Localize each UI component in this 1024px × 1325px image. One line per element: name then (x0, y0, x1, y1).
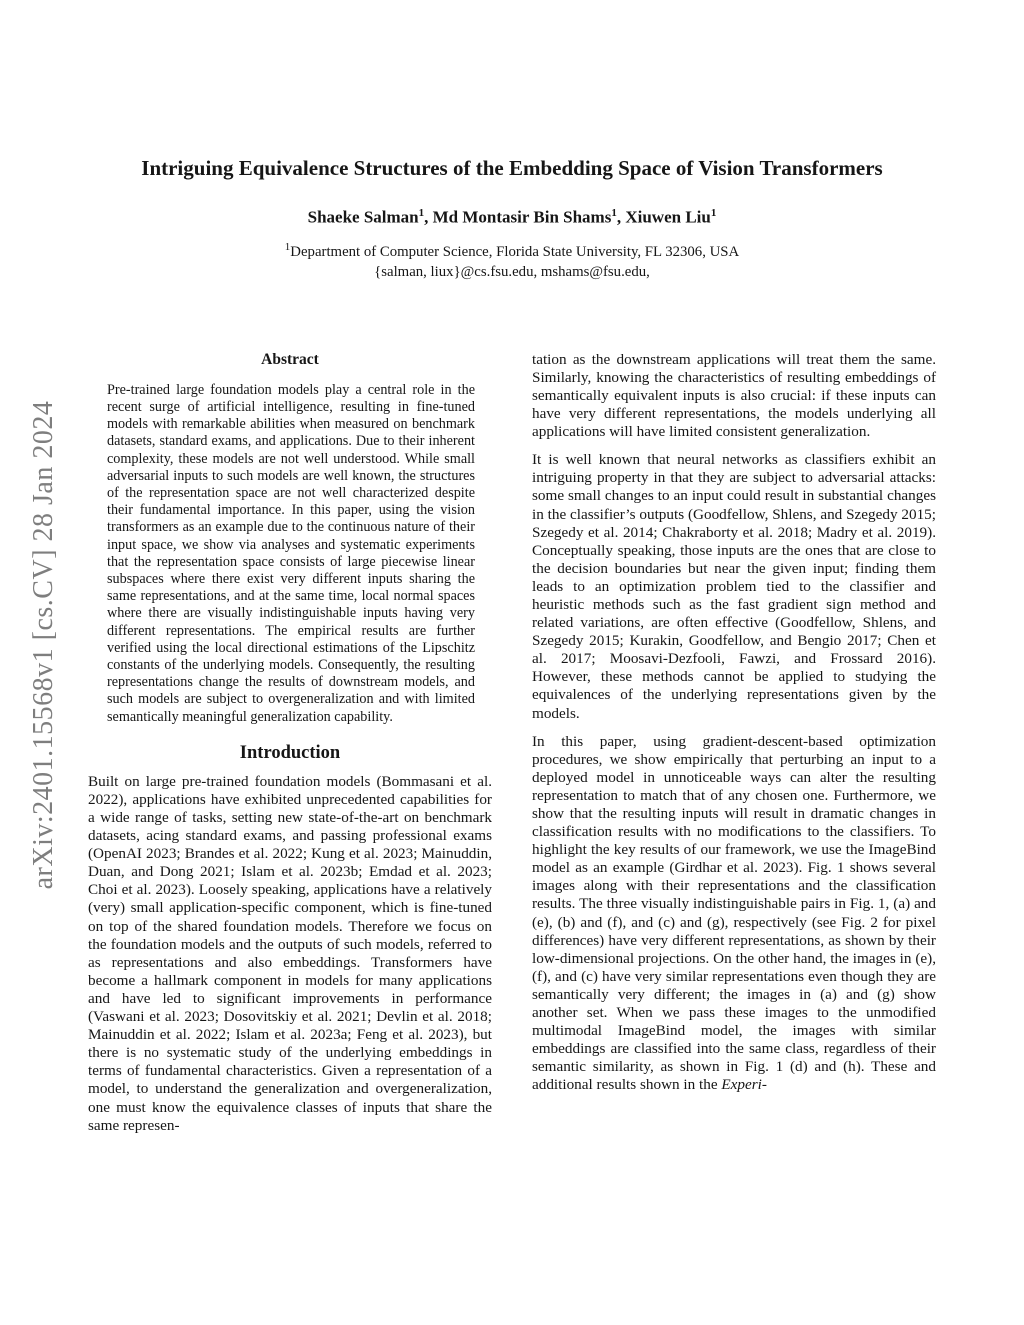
affiliation-text: Department of Computer Science, Florida State University, FL 32306, USA (290, 243, 740, 260)
paragraph-text: It is well known that neural networks as classifiers exhibit an intriguing property in that they are subject to adversarial attacks: some small changes to an input could result in substantial changes in the classifier’s outputs (Goodfellow, Shlens, and Szegedy 2015; Szegedy et al. 2014; Chakraborty et al. 2018; Madry et al. 2019). Conceptually speaking, those inputs are the ones that are close to the decision boundaries but near the given input; finding them leads to an optimization problem tied to the classifier and heuristic methods such as the fast gradient sign method and related variations, are often effective (Goodfellow, Shlens, and Szegedy 2015; Kurakin, Goodfellow, and Bengio 2017; Chen et al. 2017; Moosavi-Dezfooli, Fawzi, and Frossard 2016). However, these methods cannot be applied to studying the equivalences of the underlying representations given by the models. (532, 451, 936, 722)
body-paragraph (532, 733, 936, 1095)
author-line (0, 207, 1024, 228)
introduction-heading: Introduction (239, 742, 341, 763)
author-separator: , (424, 207, 433, 227)
affiliation-line (0, 241, 1024, 261)
email-line: {salman, liux}@cs.fsu.edu, mshams@fsu.edu, (374, 263, 650, 280)
introduction-paragraph: Built on large pre-trained foundation models (Bommasani et al. 2022), applications have exhibited unprecedented capabilities for a wide range of tasks, setting new state-of-the-art on benchmark datasets, acing standard exams, and passing professional exams (OpenAI 2023; Brandes et al. 2022; Kung et al. 2023; Mainuddin, Duan, and Dong 2021; Islam et al. 2023b; Emdad et al. 2023; Choi et al. 2023). Loosely speaking, applications have a relatively (very) small application-specific component, which is fine-tuned on top of the shared foundation models. Therefore we focus on the foundation models and the outputs of such models, referred to as representations and also embeddings. Transformers have become a hallmark component in models for many applications and have led to significant improvements in performance (Vaswani et al. 2023; Dosovitskiy et al. 2021; Devlin et al. 2018; Mainuddin et al. 2022; Islam et al. 2023a; Feng et al. 2023), but there is no systematic study of the underlying embeddings in terms of fundamental characteristics. Given a representation of a model, to understand the generalization and overgeneralization, one must know the equivalence classes of inputs that share the same represen- (88, 772, 492, 1134)
body-paragraph (532, 451, 936, 722)
paragraph-italic-suffix: Experi- (721, 1076, 767, 1094)
author-name: Md Montasir Bin Shams (432, 207, 612, 227)
right-column (532, 351, 936, 1135)
two-column-body (0, 351, 1024, 1135)
left-column (88, 351, 492, 1135)
arxiv-watermark: arXiv:2401.15568v1 [cs.CV] 28 Jan 2024 (28, 400, 59, 890)
author-affil-mark: 1 (418, 207, 425, 220)
author-name: Xiuwen Liu (625, 207, 711, 227)
abstract-paragraph: Pre-trained large foundation models play a central role in the recent surge of artificial intelligence, resulting in fine-tuned models with remarkable abilities when measured on benchmark datasets, standard exams, and applications. Due to their inherent complexity, these models are not well understood. While small adversarial inputs to such models are well known, the structures of the representation space are not well characterized despite their fundamental importance. In this paper, using the vision transformers as an example due to the continuous nature of their input space, we show via analyses and systematic experiments that the representation space consists of large piecewise linear subspaces where there exist very different inputs sharing the same representations, and at the same time, local normal spaces where there are visually indistinguishable inputs having very different representations. The empirical results are further verified using the local directional estimations of the Lipschitz constants of the underlying models. Consequently, the resulting representations change the results of downstream models, and such models are subject to overgeneralization and with limited semantically meaningful generalization capability. (107, 381, 475, 725)
author-affil-mark: 1 (611, 207, 617, 220)
author-affil-mark: 1 (710, 207, 717, 220)
paragraph-text: tation as the downstream applications will treat them the same. Similarly, knowing the characteristics of resulting embeddings of semantically equivalent inputs is also crucial: if these inputs can have very different representations, the models underlying all applications will have limited consistent generalization. (532, 350, 936, 441)
affiliation-mark: 1 (284, 240, 291, 253)
paper-header (0, 0, 1024, 281)
author-separator: , (616, 207, 626, 227)
abstract-heading: Abstract (261, 350, 319, 368)
author-name: Shaeke Salman (307, 207, 419, 227)
paper-title: Intriguing Equivalence Structures of the Embedding Space of Vision Transformers (141, 156, 883, 180)
paragraph-text: In this paper, using gradient-descent-based optimization procedures, we show empirically that perturbing an input to a deployed model in unnoticeable ways can alter the resulting representation to match that of any chosen one. Furthermore, we show that the resulting inputs will result in dramatic changes in classification results with no modifications to the classifiers. To highlight the key results of our framework, we use the ImageBind model as an example (Girdhar et al. 2023). Fig. 1 shows several images along with their representations and the classification results. The three visually indistinguishable pairs in Fig. 1, (a) and (e), (b) and (f), and (c) and (g), respectively (see Fig. 2 for pixel differences) have very different representations, as shown by their low-dimensional projections. On the other hand, the images in (e), (f), and (c) have very similar representations even though they are semantically very different; the images in (a) and (g) show another set. When we pass these images to the unmodified multimodal ImageBind model, the images with similar embeddings are classified into the same class, regardless of their semantic similarity, as shown in Fig. 1 (d) and (h). These and additional results shown in the (532, 732, 936, 1094)
body-paragraph (532, 351, 936, 441)
